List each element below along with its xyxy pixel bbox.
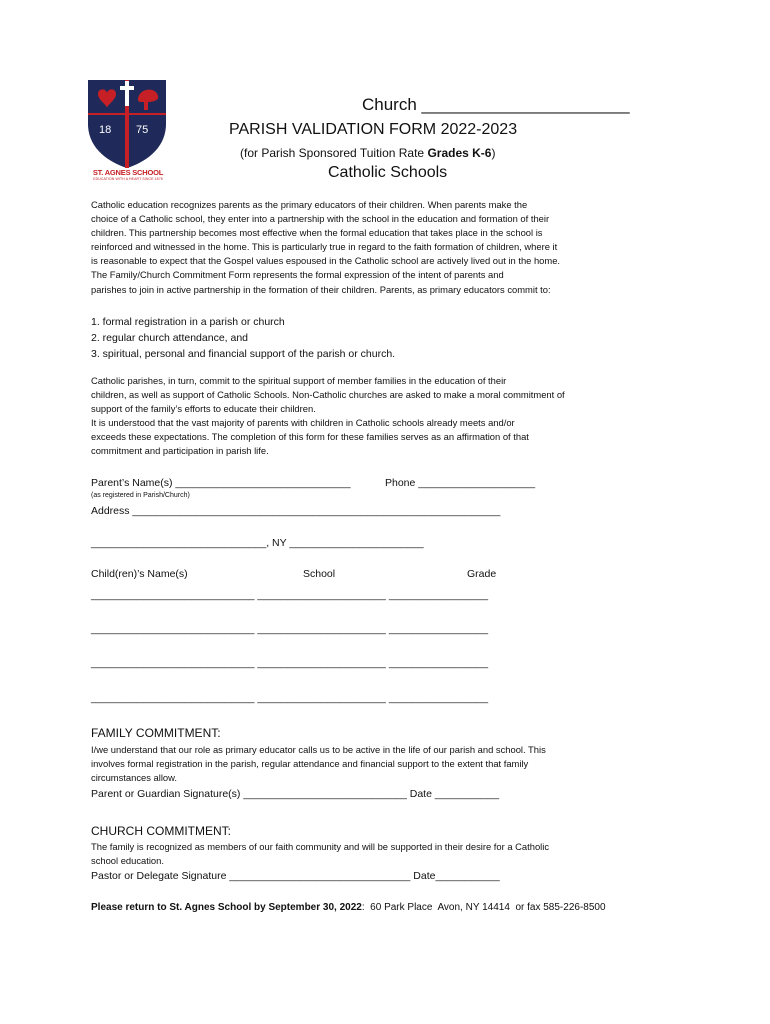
parish-line: support of the family’s efforts to educate their children. [91,403,316,415]
return-address: : 60 Park Place Avon, NY 14414 or fax 585-226-8500 [361,902,606,913]
school-header: School [303,568,336,580]
grade-header: Grade [467,568,497,580]
parish-line: exceeds these expectations. The completion of this form for these families serves as an affirmation of that [91,431,529,443]
parish-line: It is understood that the vast majority of parents with children in Catholic schools already meets and/or [91,417,515,429]
form-subtitle [240,146,495,160]
list-item: 3. spiritual, personal and financial support of the parish or church. [91,348,396,360]
parents-name-field[interactable]: Parent’s Name(s) ______________________________ [91,477,351,489]
subtitle-prefix: (for Parish Sponsored Tuition Rate [240,146,428,160]
parents-name-note: (as registered in Parish/Church) [91,492,190,499]
intro-line: The Family/Church Commitment Form represents the formal expression of the intent of parents and [91,269,504,281]
list-item: 1. formal registration in a parish or church [91,316,285,328]
parent-signature-field[interactable]: Parent or Guardian Signature(s) ____________________________ Date ___________ [91,788,500,800]
phone-field[interactable]: Phone ____________________ [385,477,536,489]
parish-line: Catholic parishes, in turn, commit to the spiritual support of member families in the education of their [91,375,507,386]
list-item: 2. regular church attendance, and [91,332,249,344]
parish-paragraph [91,374,631,459]
address-field[interactable]: Address _______________________________________________________________ [91,505,501,517]
pastor-signature-field[interactable]: Pastor or Delegate Signature _______________________________ Date___________ [91,870,500,882]
parish-line: commitment and participation in parish life. [91,445,269,457]
intro-paragraph [91,198,631,297]
logo-tagline: EDUCATION WITH A HEART SINCE 1875 [93,177,163,181]
parish-line: children, as well as support of Catholic Schools. Non-Catholic churches are asked to make a moral commitment of [91,389,565,401]
city-state-field[interactable]: ______________________________, NY _______________________ [91,537,424,549]
intro-line: reinforced and witnessed in the home. This is particularly true in regard to the faith formation of children, where it [91,241,558,253]
commitment-list [91,314,395,362]
child-row[interactable]: ____________________________ ______________________ _________________ [91,589,489,601]
family-line: circumstances allow. [91,772,177,784]
child-row[interactable]: ____________________________ ______________________ _________________ [91,623,489,635]
intro-line: children. This partnership becomes most effective when the formal education that takes place in the school is [91,227,543,239]
subtitle-suffix: ) [491,146,496,160]
family-line: I/we understand that our role as primary educator calls us to be active in the life of our parish and school. This [91,744,546,755]
crest-shield-icon [86,78,168,170]
family-commitment-title: FAMILY COMMITMENT: [91,726,221,740]
family-line: involves formal registration in the parish, regular attendance and financial support to the extent that family [91,758,529,770]
church-line: The family is recognized as members of our faith community and will be supported in their desire for a Catholic [91,841,550,852]
church-commitment-title: CHURCH COMMITMENT: [91,824,231,838]
schools-heading: Catholic Schools [328,164,448,181]
church-line: school education. [91,855,164,867]
child-row[interactable]: ____________________________ ______________________ _________________ [91,692,489,704]
church-line[interactable]: Church ______________________ [362,95,630,114]
family-commitment-text [91,743,631,785]
children-names-header: Child(ren)’s Name(s) [91,568,188,580]
intro-line: is reasonable to expect that the Gospel values espoused in the Catholic school are actively lived out in the home. [91,255,561,267]
intro-line: choice of a Catholic school, they enter into a partnership with the school in the education and formation of their [91,213,550,225]
intro-line: parishes to join in active partnership in the formation of their children. Parents, as primary educators commit to: [91,283,551,295]
return-instructions [91,902,606,913]
logo-year-right: 75 [136,124,149,136]
logo-year-left: 18 [99,124,112,136]
subtitle-grades: Grades K-6 [427,146,492,160]
logo-school-name: ST. AGNES SCHOOL [92,168,164,177]
form-title: PARISH VALIDATION FORM 2022-2023 [229,121,518,138]
return-deadline: Please return to St. Agnes School by September 30, 2022 [91,902,362,913]
intro-line: Catholic education recognizes parents as the primary educators of their children. When parents make the [91,199,528,210]
church-commitment-text [91,840,631,868]
child-row[interactable]: ____________________________ ______________________ _________________ [91,657,489,669]
